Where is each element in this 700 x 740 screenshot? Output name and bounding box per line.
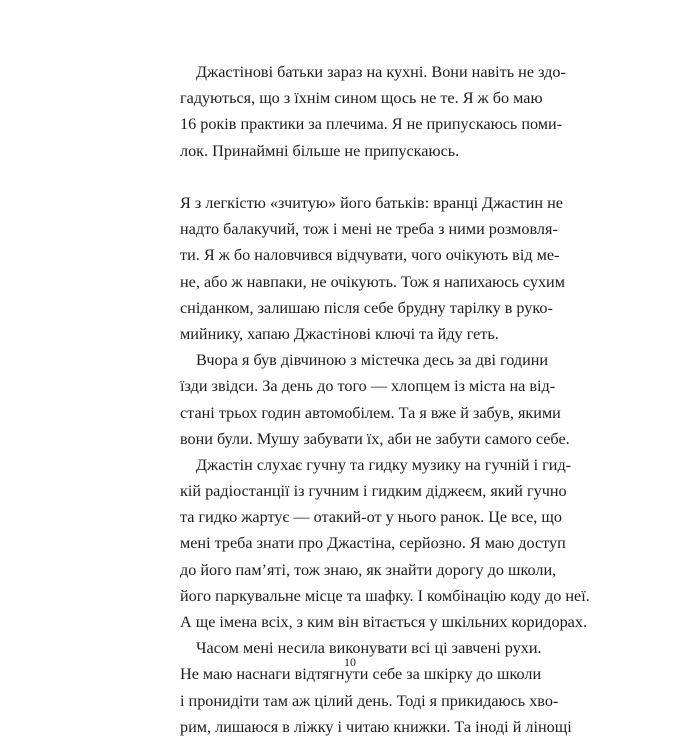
text-line: мені треба знати про Джастіна, серйозно. Я маю доступ [180, 534, 566, 553]
paragraph-4 [180, 452, 590, 635]
text-line: до його пам’яті, тож знаю, як знайти дорогу до школи, [180, 560, 557, 579]
text-line: і пронидіти там аж цілий день. Тоді я прикидаюсь хво- [180, 691, 559, 710]
paragraph-5 [180, 635, 572, 740]
text-line: їзди звідси. За день до того — хлопцем із міста на від- [180, 377, 556, 396]
text-line: А ще імена всіх, з ким він вітається у шкільних коридорах. [180, 613, 587, 631]
text-line: Часом мені несила виконувати всі ці завчені рухи. [196, 639, 542, 658]
text-line: лок. Принаймні більше не припускаюсь. [180, 141, 460, 160]
text-line: та гидко жартує — отакий-от у нього ранок. Це все, що [180, 508, 562, 527]
text-line: сніданком, залишаю після себе брудну тарілку в руко- [180, 298, 553, 317]
text-line: Не маю наснаги відтягнути себе за шкірку до школи [180, 665, 542, 684]
text-line: мийнику, хапаю Джастінові ключі та йду геть. [180, 324, 499, 343]
text-line: стані трьох годин автомобілем. Та я вже й забув, якими [180, 403, 561, 422]
text-line: гадуються, що з їхнім сином щось не те. Я ж бо маю [180, 89, 543, 108]
text-line: 16 років практики за плечима. Я не припускаюсь поми- [180, 115, 563, 134]
text-line: не, або ж навпаки, не очікують. Тож я напихаюсь сухим [180, 272, 565, 291]
text-line: рим, лишаюся в ліжку і читаю книжки. Та іноді й лінощі [180, 717, 572, 736]
text-line: кій радіостанції із гучним і гидким діджеєм, який гучно [180, 482, 567, 501]
text-line: вони були. Мушу забувати їх, аби не забути самого себе. [180, 429, 570, 448]
text-line: надто балакучий, тож і мені не треба з ними розмовля- [180, 220, 558, 239]
opening-text-block [180, 59, 566, 164]
text-line: Джастінові батьки зараз на кухні. Вони навіть не здо- [196, 63, 566, 81]
text-line: Джастін слухає гучну та гидку музику на гучній і гид- [196, 455, 572, 474]
paragraph-3 [180, 347, 570, 452]
page-number: 10 [344, 655, 356, 669]
text-line: його паркувальне місце та шафку. І комбінацію коду до неї. [180, 586, 590, 605]
paragraph-2 [180, 190, 565, 347]
text-line: Вчора я був дівчиною з містечка десь за дві години [196, 351, 549, 370]
paragraph-1 [180, 59, 566, 164]
text-line: ти. Я ж бо наловчився відчувати, чого очікують від ме- [180, 246, 560, 265]
text-line: Я з легкістю «зчитую» його батьків: вранці Джастин не [180, 194, 563, 212]
